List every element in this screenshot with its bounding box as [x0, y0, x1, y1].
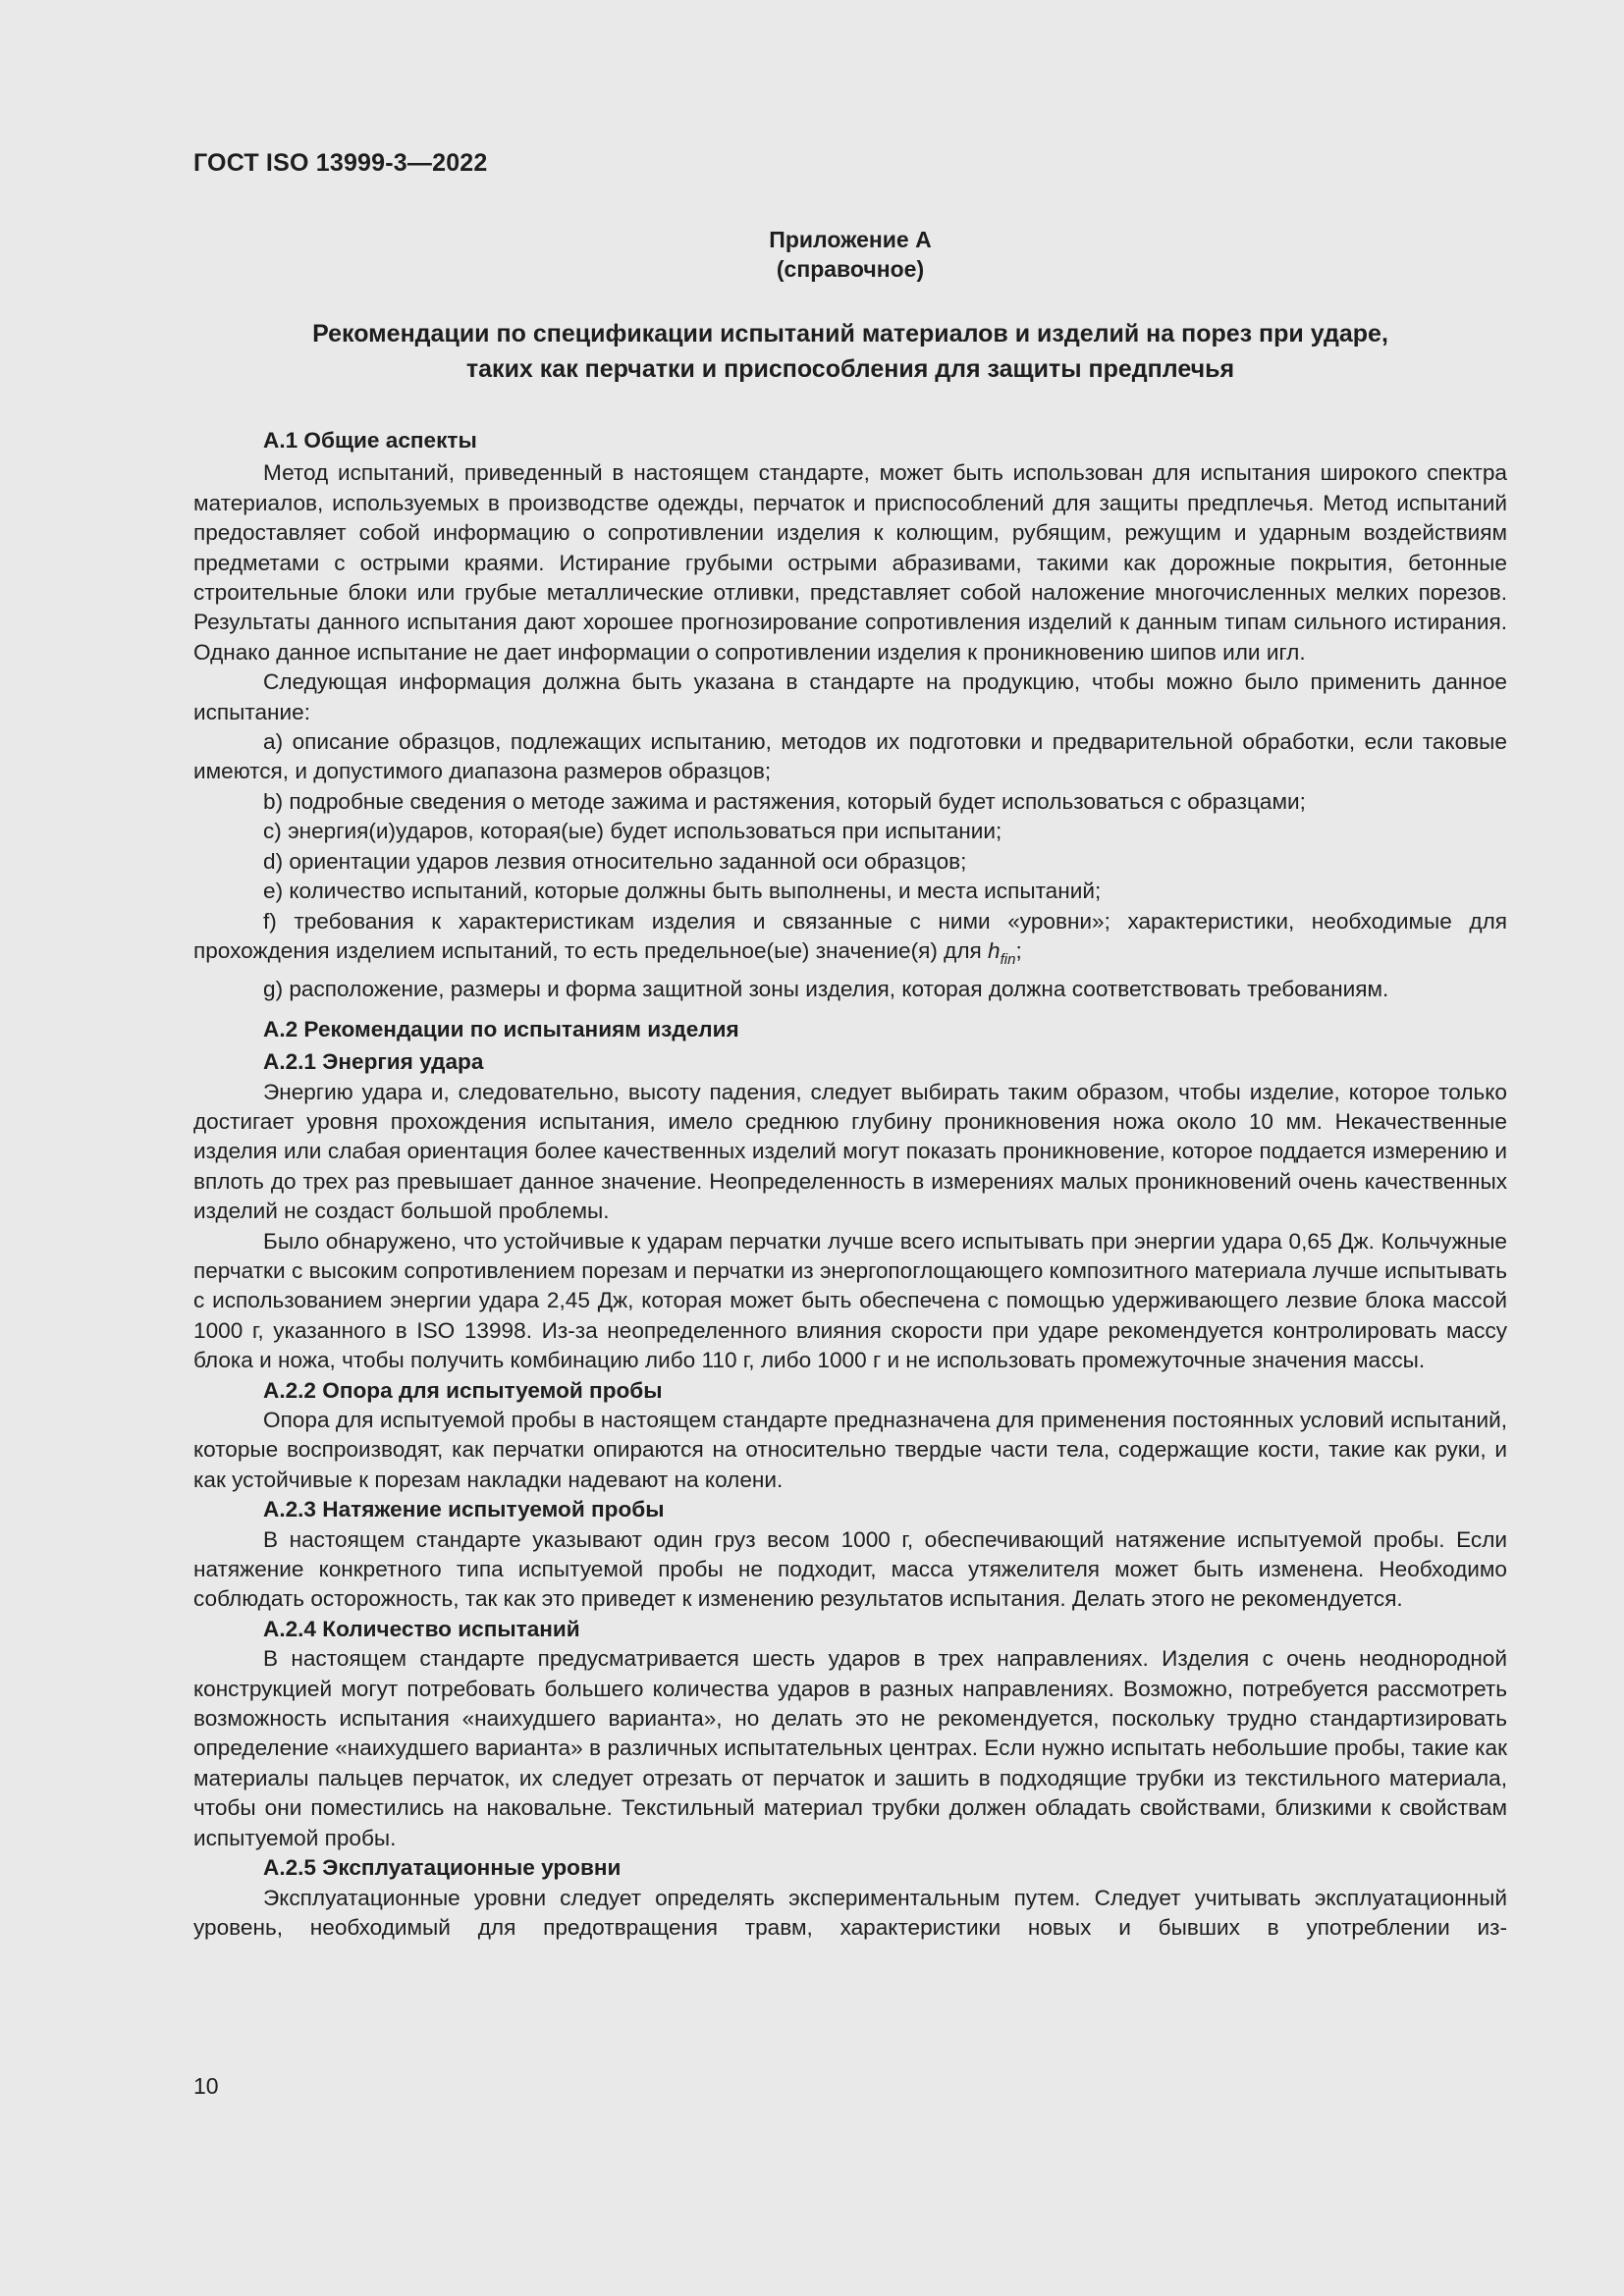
paragraph: Энергию удара и, следовательно, высоту падения, следует выбирать таким образом, чтобы изделие, которое только достигает уровня прохождения испытания, имело среднюю глубину проникновения ножа около 10 мм. Некачественные изделия или слабая ориентация более качественных изделий могут показать проникновение, которое поддается измерению и вплоть до трех раз превышает данное значение. Неопределенность в измерениях малых проникновений очень качественных изделий не создаст большой проблемы. [193, 1079, 1507, 1224]
subsection-heading-a21: А.2.1 Энергия удара [263, 1049, 484, 1075]
list-item: g) расположение, размеры и форма защитной зоны изделия, которая должна соответствовать требованиям. [263, 977, 1389, 1002]
subsection-heading-a25: А.2.5 Эксплуатационные уровни [263, 1855, 622, 1881]
document-code: ГОСТ ISO 13999-3—2022 [193, 149, 488, 177]
annex-title [193, 316, 1507, 387]
paragraph: Метод испытаний, приведенный в настоящем стандарте, может быть использован для испытания широкого спектра материалов, используемых в производстве одежды, перчаток и приспособлений для защиты предплечья. Метод испытаний предоставляет собой информацию о сопротивлении изделия к колющим, рубящим, режущим и ударным воздействиям предметами с острыми краями. Истирание грубыми острыми абразивами, такими как дорожные покрытия, бетонные строительные блоки или грубые металлические отливки, представляет собой наложение многочисленных мелких порезов. Результаты данного испытания дают хорошее прогнозирование сопротивления изделий к данным типам сильного истирания. Однако данное испытание не дает информации о сопротивлении изделия к проникновению шипов или игл. [193, 460, 1507, 665]
list-item: d) ориентации ударов лезвия относительно заданной оси образцов; [263, 848, 967, 874]
list-item: a) описание образцов, подлежащих испытанию, методов их подготовки и предварительной обработки, если таковые имеются, и допустимого диапазона размеров образцов; [193, 729, 1507, 784]
variable-symbol: h [988, 937, 1001, 963]
annex-title-line-1: Рекомендации по спецификации испытаний материалов и изделий на порез при ударе, [312, 320, 1388, 347]
list-item [193, 907, 1507, 976]
subsection-heading-a24: А.2.4 Количество испытаний [263, 1616, 580, 1641]
paragraph: Следующая информация должна быть указана в стандарте на продукцию, чтобы можно было применить данное испытание: [193, 669, 1507, 724]
page-number: 10 [193, 2073, 219, 2099]
paragraph: Эксплуатационные уровни следует определять экспериментальным путем. Следует учитывать эксплуатационный уровень, необходимый для предотвращения травм, характеристики новых и бывших в употреблении из- [193, 1885, 1507, 1940]
annex-title-line-2: таких как перчатки и приспособления для защиты предплечья [465, 355, 1235, 383]
list-item: b) подробные сведения о методе зажима и растяжения, который будет использоваться с образцами; [263, 788, 1306, 814]
paragraph: В настоящем стандарте предусматривается шесть ударов в трех направлениях. Изделия с очень неоднородной конструкцией могут потребовать большего количества ударов в разных направлениях. Возможно, потребуется рассмотреть возможность испытания «наихудшего варианта», но делать это не рекомендуется, поскольку трудно стандартизировать определение «наихудшего варианта» в различных испытательных центрах. Если нужно испытать небольшие пробы, такие как материалы пальцев перчаток, их следует отрезать от перчаток и зашить в подходящие трубки из текстильного материала, чтобы они поместились на наковальне. Текстильный материал трубки должен обладать свойствами, близкими к свойствам испытуемой пробы. [193, 1646, 1507, 1850]
annex-label: Приложение А [769, 227, 932, 252]
list-item: e) количество испытаний, которые должны быть выполнены, и места испытаний; [263, 879, 1102, 904]
paragraph: В настоящем стандарте указывают один груз весом 1000 г, обеспечивающий натяжение испытуемой пробы. Если натяжение конкретного типа испытуемой пробы не подходит, масса утяжелителя может быть изменена. Необходимо соблюдать осторожность, так как это приведет к изменению результатов испытания. Делать этого не рекомендуется. [193, 1526, 1507, 1612]
document-body [193, 426, 1507, 1943]
variable-subscript: fin [1000, 950, 1016, 968]
list-item: c) энергия(и)ударов, которая(ые) будет использоваться при испытании; [263, 819, 1002, 844]
paragraph: Опора для испытуемой пробы в настоящем стандарте предназначена для применения постоянных условий испытаний, которые воспроизводят, как перчатки опираются на относительно твердые части тела, содержащие кости, такие как руки, и как устойчивые к порезам накладки надевают на колени. [193, 1408, 1507, 1492]
subsection-heading-a23: А.2.3 Натяжение испытуемой пробы [263, 1497, 665, 1522]
section-heading-a2: А.2 Рекомендации по испытаниям изделия [263, 1016, 739, 1041]
paragraph: Было обнаружено, что устойчивые к ударам перчатки лучше всего испытывать при энергии удара 0,65 Дж. Кольчужные перчатки с высоким сопротивлением порезам и перчатки из энергопоглощающего композитного материала лучше испытывать с использованием энергии удара 2,45 Дж, которая может быть обеспечена с помощью удерживающего лезвие блока массой 1000 г, указанного в ISO 13998. Из-за неопределенного влияния скорости при ударе рекомендуется контролировать массу блока и ножа, чтобы получить комбинацию либо 110 г, либо 1000 г и не использовать промежуточные значения массы. [193, 1228, 1507, 1373]
section-heading-a1: А.1 Общие аспекты [263, 428, 477, 453]
list-item-text: f) требования к характеристикам изделия и связанные с ними «уровни»; характеристики, необходимые для прохождения изделием испытаний, то есть предельное(ые) значение(я) для [193, 908, 1507, 963]
subsection-heading-a22: А.2.2 Опора для испытуемой пробы [263, 1377, 663, 1403]
annex-label-block [193, 225, 1507, 284]
list-item-end: ; [1015, 937, 1022, 963]
annex-type: (справочное) [776, 256, 925, 282]
